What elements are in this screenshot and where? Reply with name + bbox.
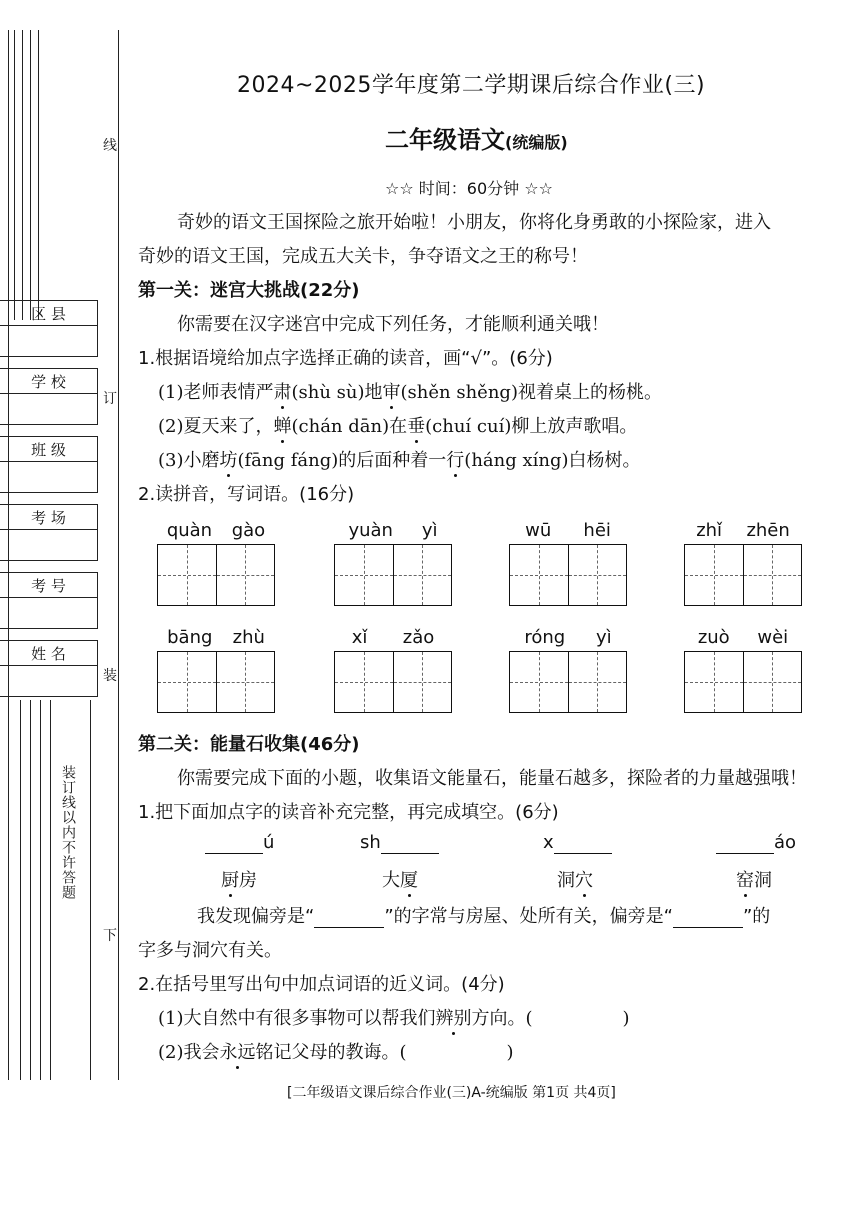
writing-cell[interactable] [394,545,452,605]
pinyin-grid[interactable] [509,520,627,606]
pinyin-hint: x [543,832,554,853]
intro-line: 奇妙的语文王国探险之旅开始啦！小朋友，你将化身勇敢的小探险家，进入 [177,212,771,233]
pinyin: hēi [583,520,611,541]
question-prompt: 2.在括号里写出句中加点词语的近义词。(4分) [138,974,505,995]
writing-cell[interactable] [510,545,569,605]
answer-blank[interactable] [381,832,439,854]
pinyin: wèi [757,627,789,648]
dotted-char: 蝉 [273,416,292,437]
binding-line [90,700,91,1080]
item-text: (chuí cuí)柳上放声歌唱。 [425,416,638,437]
pinyin: yì [421,520,438,541]
section-title: 第一关：迷宫大挑战(22分) [138,280,360,301]
question-prompt: 1.把下面加点字的读音补充完整，再完成填空。(6分) [138,802,559,823]
item-text: 方向。( [471,1008,533,1029]
pinyin-grid[interactable] [157,520,275,606]
item-text: (3)小磨 [158,450,220,471]
pinyin: xǐ [351,627,368,648]
pinyin-blank[interactable] [205,832,274,854]
writing-cell[interactable] [744,545,802,605]
pinyin: bāng [167,627,213,648]
pinyin-grid[interactable] [334,520,452,606]
section-desc: 你需要完成下面的小题，收集语文能量石，能量石越多，探险者的力量越强哦！ [177,768,807,789]
pinyin-blank[interactable] [716,832,796,854]
dotted-char: 窑 [736,870,754,891]
item-text: (2)夏天来了， [158,416,274,437]
binding-line [50,700,51,1080]
question-item[interactable] [158,446,641,472]
pinyin-grid[interactable] [684,520,802,606]
info-field-district[interactable] [0,300,98,357]
margin-mark: 线 [103,138,117,154]
word-part: 房 [239,870,257,891]
writing-cell[interactable] [394,652,452,712]
writing-cell[interactable] [569,652,627,712]
pinyin-hint: sh [360,832,381,853]
answer-blank[interactable] [314,906,384,928]
dotted-char: 垂 [407,416,426,437]
item-text: 铭记父母的教诲。( [255,1042,407,1063]
item-text: ) [622,1008,630,1029]
binding-line [22,30,23,320]
binding-line [14,30,15,320]
pinyin: quàn [166,520,213,541]
item-text: (shěn shěng)视着桌上的杨桃。 [400,382,662,403]
intro-line: 奇妙的语文王国，完成五大关卡，争夺语文之王的称号！ [138,246,588,267]
fill-text: ”的字常与房屋、处所有关，偏旁是“ [384,906,673,927]
item-text: (1)老师表情严 [158,382,274,403]
page-title: 2024~2025学年度第二学期课后综合作业(三) [237,73,706,98]
dotted-char: 厨 [221,870,239,891]
subject-title [385,120,568,155]
pinyin: zhēn [746,520,790,541]
field-label: 班 级 [0,437,97,462]
margin-mark: 下 [103,928,117,944]
writing-cell[interactable] [335,545,394,605]
edition-label: (统编版) [505,133,568,152]
pinyin: róng [524,627,566,648]
field-label: 考 号 [0,573,97,598]
writing-cell[interactable] [744,652,802,712]
pinyin: gào [231,520,266,541]
word-part: 大 [382,870,400,891]
dotted-word [736,866,772,892]
answer-blank[interactable] [205,832,263,854]
pinyin-hint: áo [774,832,797,853]
binding-line [40,700,41,1080]
item-text: ) [506,1042,514,1063]
writing-cell[interactable] [335,652,394,712]
pinyin-grid[interactable] [509,627,627,713]
pinyin: zuò [697,627,730,648]
dotted-char: 肃 [273,382,292,403]
item-text: (háng xíng)白杨树。 [464,450,641,471]
margin-mark: 装 [103,668,117,684]
question-item[interactable] [158,1004,630,1030]
info-field-room[interactable] [0,504,98,561]
dotted-char: 厦 [400,870,418,891]
dotted-word: 永远 [219,1042,256,1063]
info-field-school[interactable] [0,368,98,425]
writing-cell[interactable] [685,652,744,712]
binding-line [38,30,39,320]
pinyin: zhǐ [696,520,723,541]
item-text: (1)大自然中有很多事物可以帮我们 [158,1008,436,1029]
answer-blank[interactable] [673,906,743,928]
pinyin: zhù [232,627,265,648]
dotted-char: 行 [446,450,465,471]
dotted-char: 坊 [219,450,238,471]
dotted-word [557,866,593,892]
section-desc: 你需要在汉字迷宫中完成下列任务，才能顺利通关哦！ [177,314,609,335]
dotted-char: 穴 [575,870,593,891]
question-item[interactable] [158,412,637,438]
subject-name: 二年级语文 [385,126,505,154]
page-footer: [二年级语文课后综合作业(三)A-统编版 第1页 共4页] [287,1085,616,1101]
question-prompt: 2.读拼音，写词语。(16分) [138,484,355,505]
fill-text: ”的 [742,906,771,927]
question-prompt: 1.根据语境给加点字选择正确的读音，画“√”。(6分) [138,348,553,369]
info-field-name[interactable] [0,640,98,697]
fill-sentence [197,902,770,928]
word-part: 洞 [754,870,772,891]
writing-cell[interactable] [569,545,627,605]
fill-text: 我发现偏旁是“ [197,906,315,927]
binding-warning: 装订线以内不许答题 [60,765,76,900]
binding-line [30,30,31,320]
pinyin-blank[interactable] [543,832,612,854]
item-text: (chán dān)在 [291,416,408,437]
question-item[interactable] [158,378,662,404]
item-text: (2)我会 [158,1042,220,1063]
pinyin-grid[interactable] [157,627,275,713]
pinyin: wū [525,520,552,541]
writing-cell[interactable] [217,545,275,605]
section-title: 第二关：能量石收集(46分) [138,734,360,755]
field-label: 考 场 [0,505,97,530]
dotted-char: 审 [382,382,401,403]
writing-cell[interactable] [510,652,569,712]
field-label: 区 县 [0,301,97,326]
answer-blank[interactable] [716,832,774,854]
pinyin-hint: ú [263,832,275,853]
item-text: (fāng fáng)的后面种着一 [237,450,447,471]
margin-mark: 订 [103,391,117,407]
cut-line [118,30,119,1080]
dotted-word [221,866,257,892]
pinyin: yuàn [348,520,393,541]
pinyin-grid[interactable] [684,627,802,713]
word-part: 洞 [557,870,575,891]
dotted-word: 辨别 [435,1008,472,1029]
binding-line [20,700,21,1080]
writing-cell[interactable] [158,652,217,712]
exam-time: ☆☆ 时间：60分钟 ☆☆ [385,179,553,198]
binding-line [30,700,31,1080]
writing-cell[interactable] [158,545,217,605]
pinyin-blank[interactable] [360,832,439,854]
pinyin-grid[interactable] [334,627,452,713]
fill-sentence: 字多与洞穴有关。 [138,940,282,961]
question-item[interactable] [158,1038,514,1064]
dotted-word [382,866,418,892]
writing-cell[interactable] [685,545,744,605]
item-text: (shù sù)地 [291,382,383,403]
pinyin: zǎo [402,627,435,648]
info-field-number[interactable] [0,572,98,629]
field-label: 学 校 [0,369,97,394]
answer-blank[interactable] [554,832,612,854]
pinyin: yì [595,627,612,648]
info-field-class[interactable] [0,436,98,493]
field-label: 姓 名 [0,641,97,666]
writing-cell[interactable] [217,652,275,712]
